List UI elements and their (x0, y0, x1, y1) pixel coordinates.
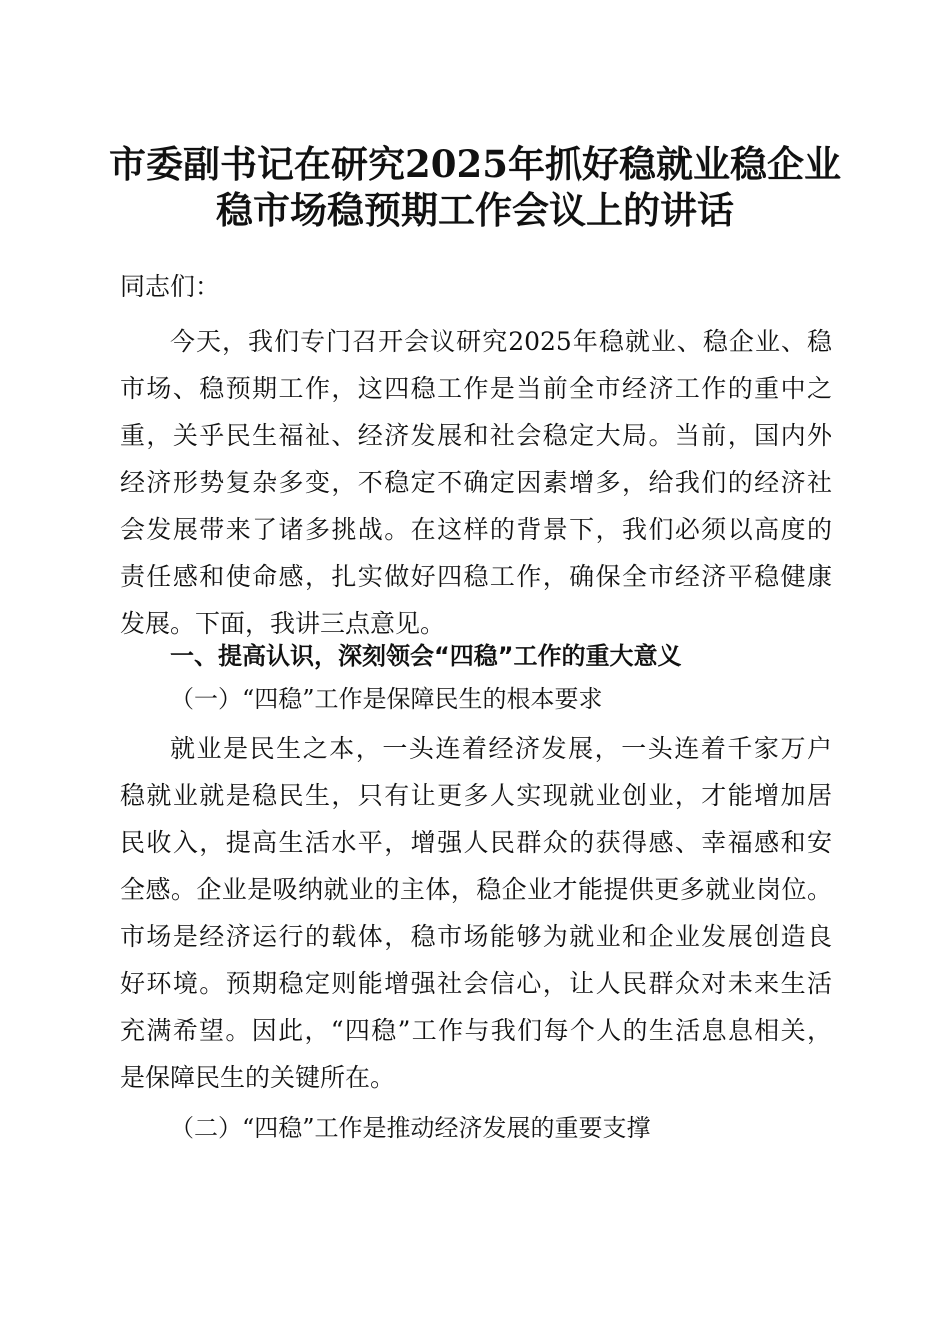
subsection-heading-2: （二）“四稳”工作是推动经济发展的重要支撑 (170, 1114, 651, 1142)
paragraph-line: 是保障民生的关键所在。 (120, 1063, 396, 1092)
paragraph-line: 市场、稳预期工作，这四稳工作是当前全市经济工作的重中之 (120, 374, 832, 403)
paragraph-line: 发展。下面，我讲三点意见。 (120, 609, 446, 638)
paragraph-line: 重，关乎民生福祉、经济发展和社会稳定大局。当前，国内外 (120, 421, 832, 450)
paragraph-line: 好环境。预期稳定则能增强社会信心，让人民群众对未来生活 (120, 969, 832, 998)
paragraph-line: 民收入，提高生活水平，增强人民群众的获得感、幸福感和安 (120, 828, 832, 857)
document-title-line-2: 稳市场稳预期工作会议上的讲话 (216, 188, 734, 232)
subsection-heading-1: （一）“四稳”工作是保障民生的根本要求 (170, 685, 603, 713)
paragraph-line: 充满希望。因此，“四稳”工作与我们每个人的生活息息相关， (120, 1016, 832, 1045)
paragraph-line: 责任感和使命感，扎实做好四稳工作，确保全市经济平稳健康 (120, 562, 832, 591)
document-title-line-1: 市委副书记在研究2025年抓好稳就业稳企业 (109, 142, 841, 186)
paragraph-line: 稳就业就是稳民生，只有让更多人实现就业创业，才能增加居 (120, 781, 832, 810)
paragraph-line: 市场是经济运行的载体，稳市场能够为就业和企业发展创造良 (120, 922, 832, 951)
paragraph-line: 经济形势复杂多变，不稳定不确定因素增多，给我们的经济社 (120, 468, 832, 497)
paragraph-line: 会发展带来了诸多挑战。在这样的背景下，我们必须以高度的 (120, 515, 832, 544)
paragraph-line: 就业是民生之本，一头连着经济发展，一头连着千家万户 (170, 734, 832, 763)
salutation: 同志们： (120, 272, 221, 301)
paragraph-line: 今天，我们专门召开会议研究2025年稳就业、稳企业、稳 (170, 327, 832, 356)
section-heading-1: 一、提高认识，深刻领会“四稳”工作的重大意义 (170, 642, 682, 670)
paragraph-line: 全感。企业是吸纳就业的主体，稳企业才能提供更多就业岗位。 (120, 875, 832, 904)
